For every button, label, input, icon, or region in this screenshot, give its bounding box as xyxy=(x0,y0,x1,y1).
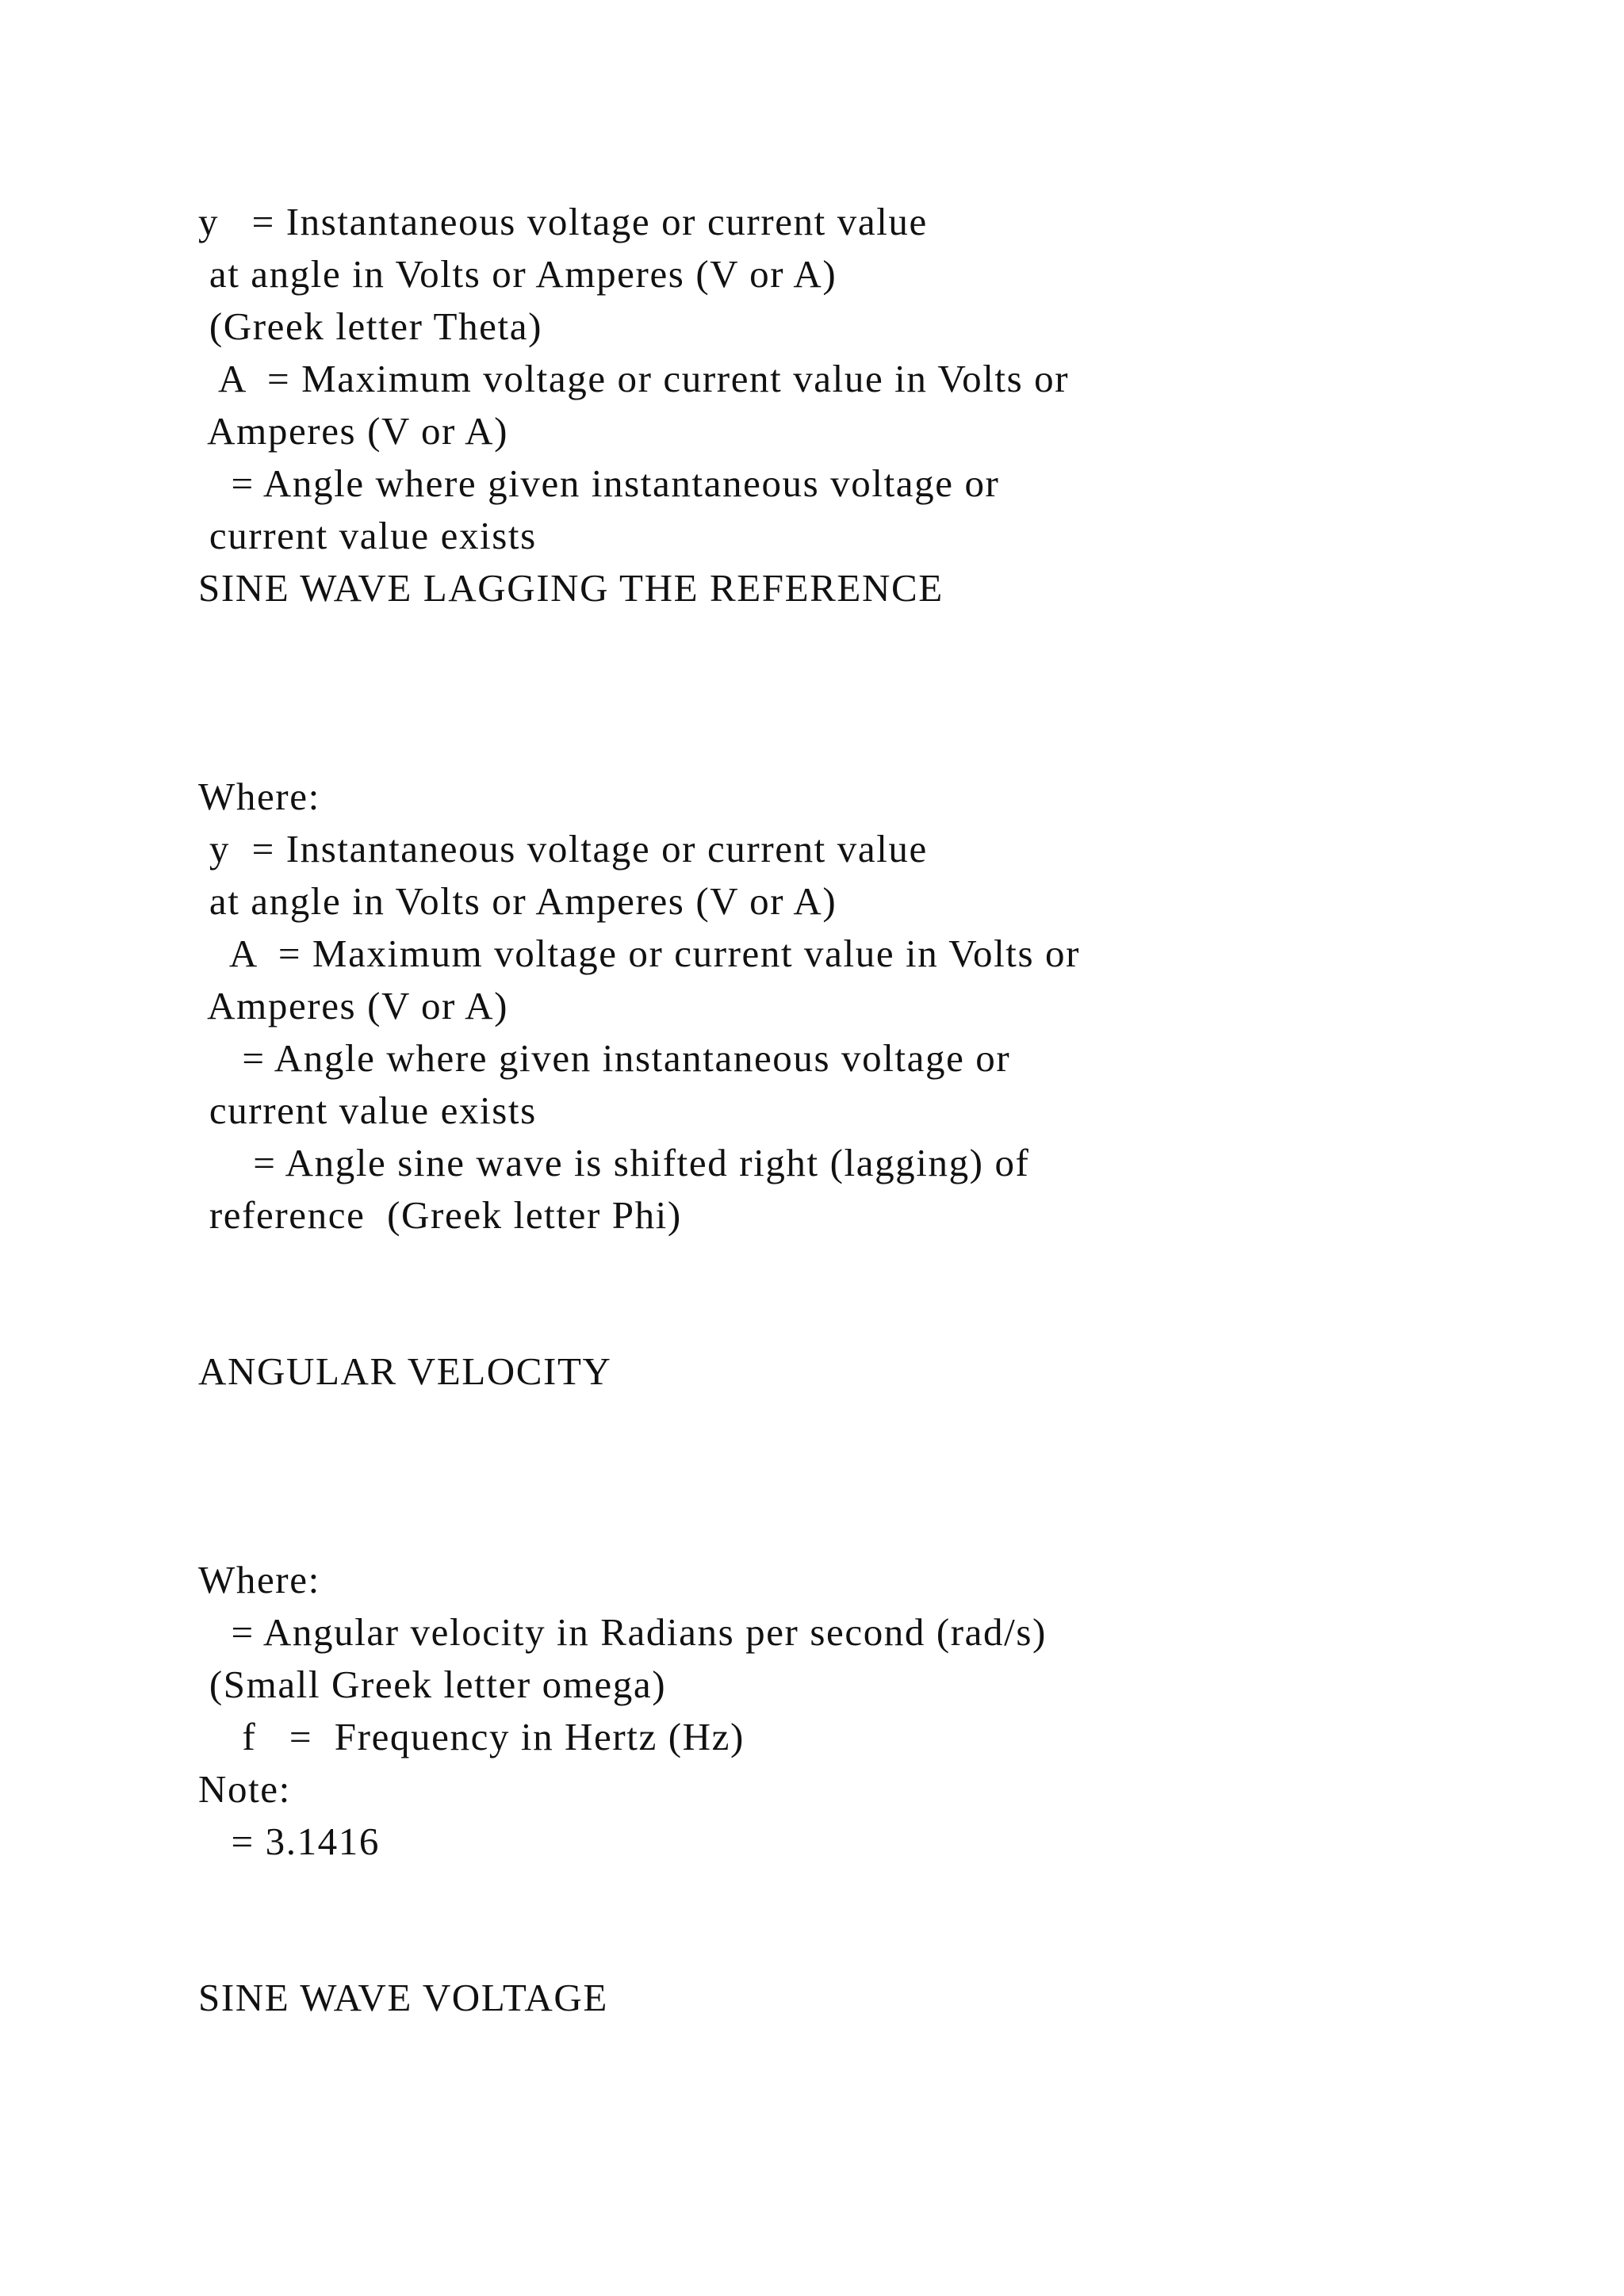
definition-line: = Angular velocity in Radians per second (rad/s) xyxy=(198,1610,1047,1654)
definition-line: Amperes (V or A) xyxy=(198,984,509,1027)
definition-line: current value exists xyxy=(198,1089,537,1132)
section-heading-sine-wave-voltage: SINE WAVE VOLTAGE xyxy=(198,1976,608,2019)
definition-line: y = Instantaneous voltage or current value xyxy=(198,200,928,243)
definition-line: at angle in Volts or Amperes (V or A) xyxy=(198,879,837,923)
section-heading-lagging: SINE WAVE LAGGING THE REFERENCE xyxy=(198,566,944,610)
where-label: Where: xyxy=(198,775,320,818)
definition-line: y = Instantaneous voltage or current value xyxy=(198,827,928,871)
note-label: Note: xyxy=(198,1767,291,1811)
where-label: Where: xyxy=(198,1558,320,1601)
definition-line: A = Maximum voltage or current value in Volts or xyxy=(198,932,1081,975)
definition-line: = Angle where given instantaneous voltage or xyxy=(198,461,1000,505)
definition-line: at angle in Volts or Amperes (V or A) xyxy=(198,252,837,296)
definition-line: (Small Greek letter omega) xyxy=(198,1663,667,1706)
definition-line: f = Frequency in Hertz (Hz) xyxy=(198,1715,745,1758)
note-value: = 3.1416 xyxy=(198,1820,380,1863)
definition-line: Amperes (V or A) xyxy=(198,409,509,453)
definition-line: current value exists xyxy=(198,514,537,557)
definition-line: A = Maximum voltage or current value in Volts or xyxy=(198,357,1070,400)
definition-line: = Angle where given instantaneous voltage or xyxy=(198,1036,1011,1080)
section-heading-angular-velocity: ANGULAR VELOCITY xyxy=(198,1349,612,1393)
definition-line: (Greek letter Theta) xyxy=(198,304,542,348)
definition-line: = Angle sine wave is shifted right (lagging) of xyxy=(198,1141,1030,1184)
definition-line: reference (Greek letter Phi) xyxy=(198,1193,682,1237)
